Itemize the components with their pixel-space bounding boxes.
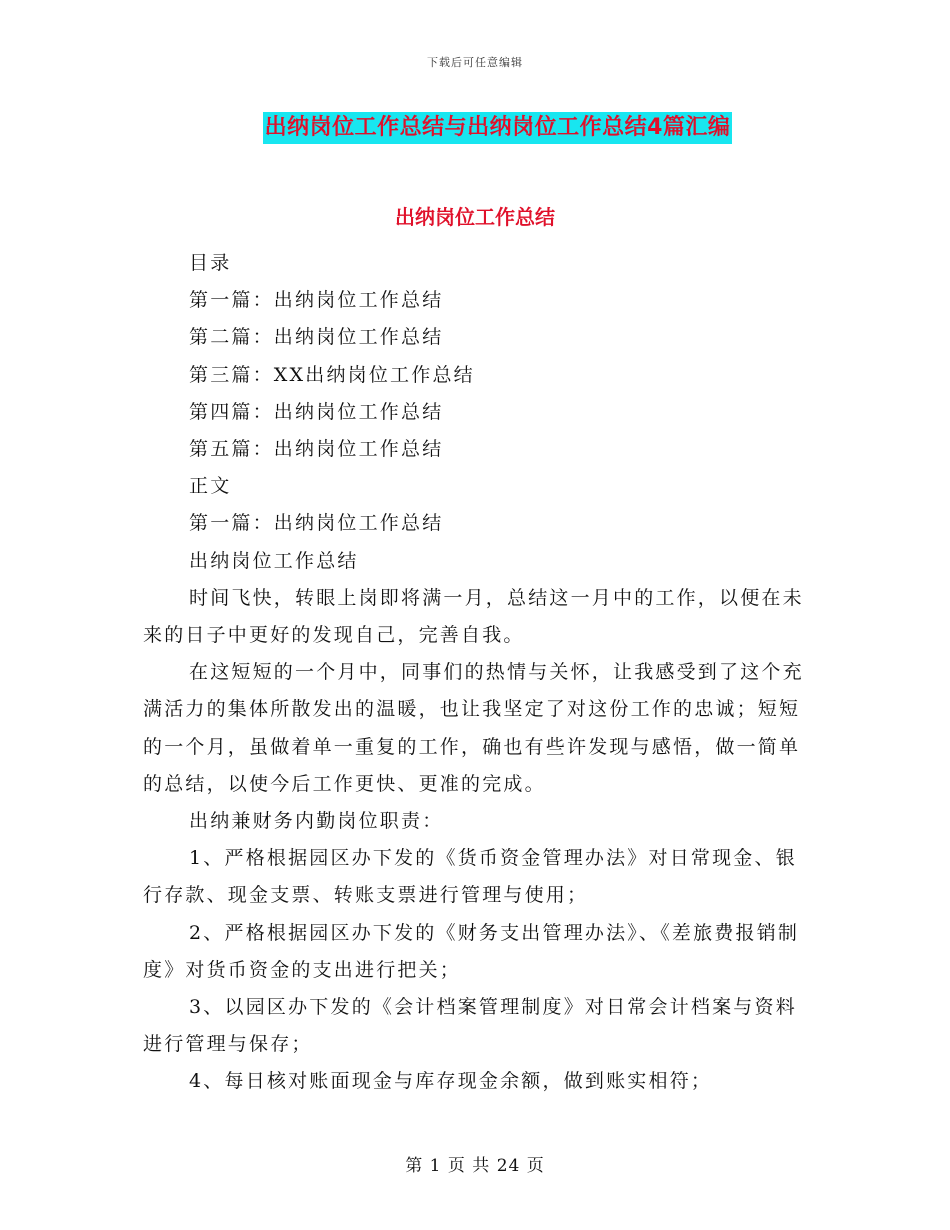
duty-item: 4、每日核对账面现金与库存现金余额，做到账实相符； — [189, 1070, 713, 1093]
chapter-subheading: 出纳岗位工作总结 — [189, 549, 359, 572]
paragraph: 时间飞快，转眼上岗即将满一月，总结这一月中的工作，以便在未来的日子中更好的发现自己，完善自我。 — [143, 586, 804, 647]
toc-item: 第二篇：出纳岗位工作总结 — [189, 326, 444, 349]
toc-item: 第一篇：出纳岗位工作总结 — [189, 289, 444, 312]
toc-heading: 目录 — [189, 252, 232, 274]
chapter-heading: 第一篇：出纳岗位工作总结 — [189, 512, 444, 535]
duties-heading: 出纳兼财务内勤岗位职责： — [189, 810, 444, 833]
page-footer: 第 1 页 共 24 页 — [405, 1156, 545, 1176]
toc-item: 第三篇：XX出纳岗位工作总结 — [189, 363, 475, 386]
duty-item: 1、严格根据园区办下发的《货币资金管理办法》对日常现金、银行存款、现金支票、转账支票进行管理与使用； — [143, 847, 797, 907]
main-title-wrap — [0, 112, 950, 144]
body-text — [143, 245, 808, 1101]
section-title: 出纳岗位工作总结 — [395, 205, 555, 229]
page-header-note: 下载后可任意编辑 — [427, 56, 523, 69]
body-heading: 正文 — [189, 475, 232, 498]
document-title: 出纳岗位工作总结与出纳岗位工作总结4篇汇编 — [263, 112, 733, 144]
paragraph: 在这短短的一个月中，同事们的热情与关怀，让我感受到了这个充满活力的集体所散发出的温暖，也让我坚定了对这份工作的忠诚；短短的一个月，虽做着单一重复的工作，确也有些许发现与感悟，做一简单的总结，以使今后工作更快、更准的完成。 — [143, 661, 804, 795]
toc-item: 第四篇：出纳岗位工作总结 — [189, 400, 444, 423]
duty-item: 3、以园区办下发的《会计档案管理制度》对日常会计档案与资料进行管理与保存； — [143, 996, 797, 1056]
toc-item: 第五篇：出纳岗位工作总结 — [189, 438, 444, 461]
duty-item: 2、严格根据园区办下发的《财务支出管理办法》、《差旅费报销制度》对货币资金的支出进行把关； — [143, 921, 800, 981]
